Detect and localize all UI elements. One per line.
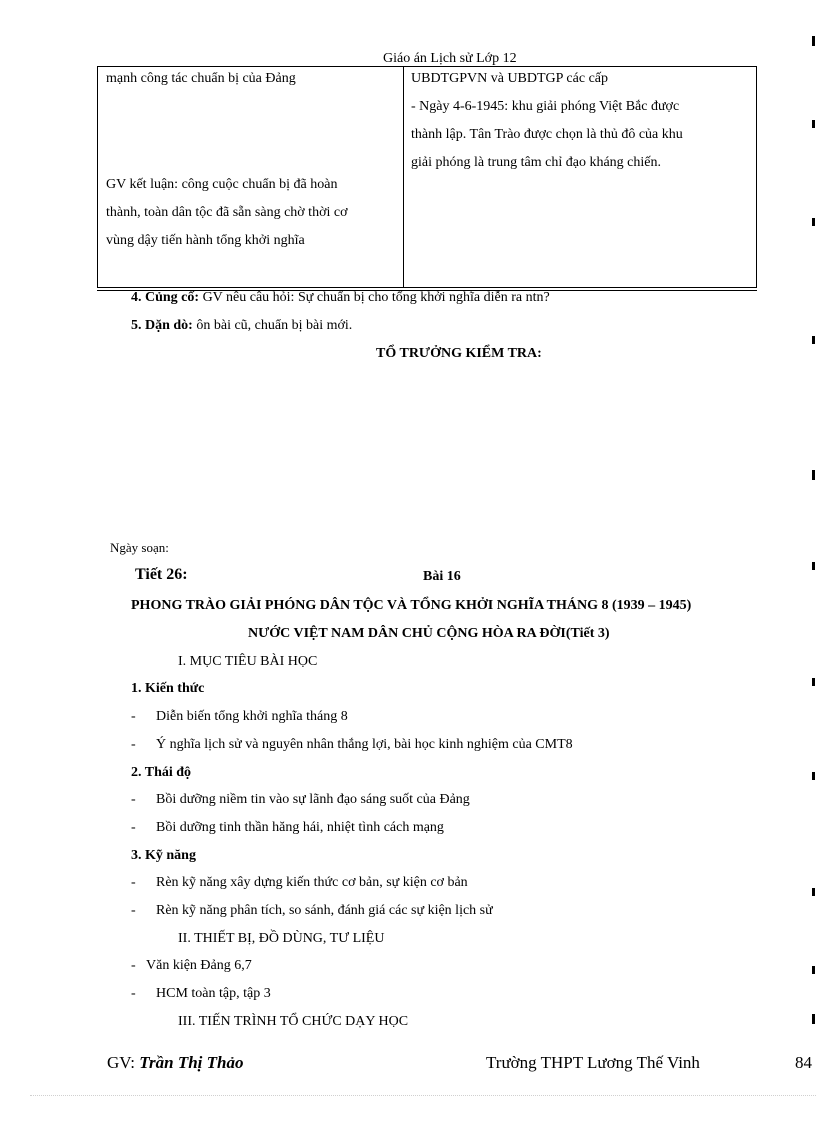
teacher-name: Trần Thị Thảo [139, 1053, 244, 1072]
list-item: - Rèn kỹ năng xây dựng kiến thức cơ bản, sự kiện cơ bản [131, 875, 468, 890]
teacher-conclusion-line: thành, toàn dân tộc đã sẵn sàng chờ thời cơ [106, 205, 348, 220]
consolidate-text: GV nêu câu hỏi: Sự chuẩn bị cho tổng khởi nghĩa diễn ra ntn? [199, 290, 550, 305]
section-heading-objectives: I. MỤC TIÊU BÀI HỌC [178, 654, 318, 669]
content-line: giải phóng là trung tâm chỉ đạo kháng chiến. [411, 155, 661, 170]
margin-mark [812, 336, 815, 344]
homework-line [131, 318, 352, 334]
margin-mark [812, 562, 815, 570]
section-heading-materials: II. THIẾT BỊ, ĐỒ DÙNG, TƯ LIỆU [178, 931, 385, 946]
list-item: - Rèn kỹ năng phân tích, so sánh, đánh giá các sự kiện lịch sử [131, 903, 493, 918]
period-label: Tiết 26: [135, 566, 188, 583]
skills-heading: 3. Kỹ năng [131, 848, 196, 863]
footer-dotted-rule [30, 1095, 816, 1096]
content-line: thành lập. Tân Trào được chọn là thủ đô của khu [411, 127, 683, 142]
margin-mark [812, 36, 815, 46]
margin-mark [812, 470, 815, 480]
lesson-title-line-1: PHONG TRÀO GIẢI PHÓNG DÂN TỘC VÀ TỔNG KHỞI NGHĨA THÁNG 8 (1939 – 1945) [131, 598, 692, 613]
margin-mark [812, 1014, 815, 1024]
page-number: 84 [795, 1053, 812, 1072]
attitude-heading: 2. Thái độ [131, 765, 192, 780]
lesson-number: Bài 16 [423, 569, 461, 584]
inspection-heading: TỔ TRƯỞNG KIỂM TRA: [376, 346, 542, 361]
consolidate-label: 4. Củng cố: [131, 290, 200, 305]
list-item: - Bồi dưỡng tinh thần hăng hái, nhiệt tình cách mạng [131, 820, 444, 835]
teacher-conclusion-line: vùng dậy tiến hành tổng khởi nghĩa [106, 233, 305, 248]
list-item: - HCM toàn tập, tập 3 [131, 986, 271, 1001]
table-cell-teacher [106, 67, 396, 255]
content-line: - Ngày 4-6-1945: khu giải phóng Việt Bắc được [411, 99, 680, 114]
lesson-table [97, 67, 757, 288]
lesson-title-line-2: NƯỚC VIỆT NAM DÂN CHỦ CỘNG HÒA RA ĐỜI(Tiết 3) [248, 626, 610, 641]
list-item: - Diễn biến tổng khởi nghĩa tháng 8 [131, 709, 348, 724]
homework-label: 5. Dặn dò: [131, 318, 193, 333]
document-header-title: Giáo án Lịch sử Lớp 12 [383, 51, 517, 66]
margin-mark [812, 120, 815, 128]
homework-text: ôn bài cũ, chuẩn bị bài mới. [192, 318, 353, 333]
table-column-divider [403, 67, 404, 287]
footer-teacher: GV: Trần Thị Thảo [107, 1053, 244, 1072]
content-line: UBDTGPVN và UBDTGP các cấp [411, 71, 608, 86]
list-item: - Văn kiện Đảng 6,7 [131, 958, 252, 973]
footer-school: Trường THPT Lương Thế Vinh [486, 1053, 700, 1072]
list-item: - Bồi dưỡng niềm tin vào sự lãnh đạo sáng suốt của Đảng [131, 792, 470, 807]
date-label: Ngày soạn: [110, 540, 169, 555]
teacher-activity-line: mạnh công tác chuẩn bị của Đảng [106, 71, 296, 86]
teacher-conclusion-line: GV kết luận: công cuộc chuẩn bị đã hoàn [106, 177, 338, 192]
margin-mark [812, 966, 815, 974]
margin-mark [812, 888, 815, 896]
table-cell-content [411, 67, 751, 177]
consolidate-line [131, 290, 550, 306]
list-item: - Ý nghĩa lịch sử và nguyên nhân thắng lợi, bài học kinh nghiệm của CMT8 [131, 737, 573, 752]
knowledge-heading: 1. Kiến thức [131, 681, 205, 696]
margin-mark [812, 218, 815, 226]
section-heading-process: III. TIẾN TRÌNH TỔ CHỨC DẠY HỌC [178, 1014, 409, 1029]
margin-mark [812, 772, 815, 780]
margin-mark [812, 678, 815, 686]
